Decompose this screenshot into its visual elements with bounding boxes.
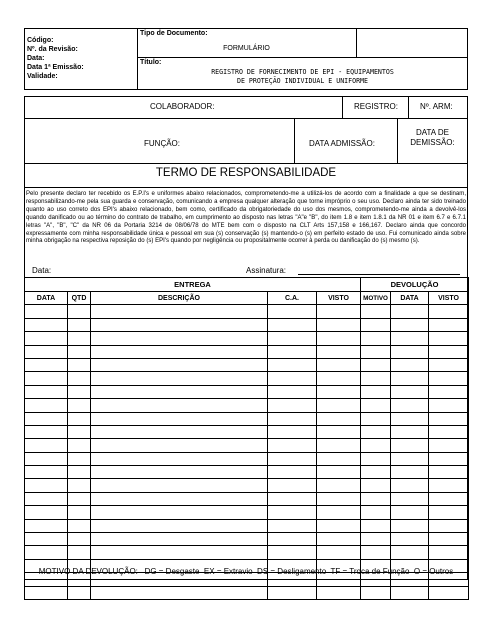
table-cell[interactable] [68, 479, 91, 492]
epi-table [24, 277, 469, 600]
table-cell[interactable] [25, 506, 68, 519]
table-cell[interactable] [68, 385, 91, 398]
table-cell[interactable] [391, 425, 429, 438]
table-cell[interactable] [91, 399, 268, 412]
table-cell[interactable] [317, 345, 361, 358]
table-cell[interactable] [429, 506, 469, 519]
titulo-label: Título: [140, 59, 162, 66]
table-cell[interactable] [25, 358, 68, 371]
table-cell[interactable] [429, 385, 469, 398]
col-header-ca: C.A. [268, 292, 317, 305]
data-demissao-label-2: DEMISSÃO: [410, 138, 455, 147]
row-divider [24, 187, 468, 188]
titulo-line-1: REGISTRO DE FORNECIMENTO DE EPI - EQUIPAMENTOS [211, 68, 394, 76]
col-divider [408, 96, 409, 118]
table-cell[interactable] [68, 439, 91, 452]
col-divider [294, 118, 295, 163]
table-row[interactable] [25, 506, 469, 519]
table-cell[interactable] [25, 452, 68, 465]
table-cell[interactable] [361, 439, 391, 452]
table-cell[interactable] [91, 439, 268, 452]
table-cell[interactable] [391, 372, 429, 385]
table-cell[interactable] [317, 305, 361, 318]
table-cell[interactable] [91, 506, 268, 519]
table-cell[interactable] [268, 533, 317, 546]
row-divider [24, 163, 468, 164]
table-cell[interactable] [317, 385, 361, 398]
table-cell[interactable] [391, 519, 429, 532]
table-cell[interactable] [25, 546, 68, 559]
signature-data-label: Data: [32, 266, 52, 275]
table-cell[interactable] [91, 546, 268, 559]
table-cell[interactable] [25, 399, 68, 412]
table-cell[interactable] [391, 506, 429, 519]
data-admissao-label: DATA ADMISSÃO: [309, 139, 375, 148]
table-cell[interactable] [429, 533, 469, 546]
column-header-row [25, 292, 469, 305]
table-cell[interactable] [91, 332, 268, 345]
table-cell[interactable] [68, 372, 91, 385]
table-cell[interactable] [91, 425, 268, 438]
table-cell[interactable] [429, 399, 469, 412]
table-cell[interactable] [391, 533, 429, 546]
table-cell[interactable] [317, 492, 361, 505]
revisao-label: Nº. da Revisão: [27, 46, 78, 53]
table-cell[interactable] [391, 345, 429, 358]
termo-title: TERMO DE RESPONSABILIDADE [155, 167, 337, 179]
table-cell[interactable] [91, 305, 268, 318]
table-row[interactable] [25, 372, 469, 385]
table-cell[interactable] [317, 452, 361, 465]
table-cell[interactable] [91, 586, 268, 599]
table-cell[interactable] [68, 399, 91, 412]
table-cell[interactable] [317, 412, 361, 425]
table-cell[interactable] [317, 332, 361, 345]
table-cell[interactable] [361, 492, 391, 505]
table-cell[interactable] [268, 345, 317, 358]
table-cell[interactable] [391, 412, 429, 425]
table-cell[interactable] [268, 479, 317, 492]
table-cell[interactable] [268, 492, 317, 505]
table-cell[interactable] [25, 439, 68, 452]
table-row[interactable] [25, 385, 469, 398]
col-divider [342, 96, 343, 118]
table-cell[interactable] [361, 332, 391, 345]
table-row[interactable] [25, 586, 469, 599]
data-demissao-label-1: DATA DE [415, 128, 450, 137]
table-cell[interactable] [25, 492, 68, 505]
table-cell[interactable] [68, 492, 91, 505]
table-cell[interactable] [68, 466, 91, 479]
table-cell[interactable] [268, 506, 317, 519]
validade-label: Validade: [27, 73, 58, 80]
table-cell[interactable] [68, 345, 91, 358]
table-cell[interactable] [429, 358, 469, 371]
table-cell[interactable] [361, 345, 391, 358]
table-cell[interactable] [25, 385, 68, 398]
col-header-motivo: MOTIVO [361, 292, 391, 305]
table-cell[interactable] [361, 586, 391, 599]
group-header-row [25, 278, 469, 292]
table-cell[interactable] [391, 492, 429, 505]
table-row[interactable] [25, 439, 469, 452]
table-cell[interactable] [317, 479, 361, 492]
table-cell[interactable] [268, 425, 317, 438]
table-cell[interactable] [25, 372, 68, 385]
table-cell[interactable] [268, 399, 317, 412]
table-cell[interactable] [68, 425, 91, 438]
table-cell[interactable] [91, 358, 268, 371]
table-cell[interactable] [317, 586, 361, 599]
table-cell[interactable] [361, 399, 391, 412]
table-cell[interactable] [68, 519, 91, 532]
table-cell[interactable] [429, 412, 469, 425]
table-cell[interactable] [361, 519, 391, 532]
table-row[interactable] [25, 425, 469, 438]
signature-line[interactable] [298, 274, 460, 275]
table-cell[interactable] [391, 479, 429, 492]
table-cell[interactable] [268, 305, 317, 318]
table-row[interactable] [25, 479, 469, 492]
table-cell[interactable] [91, 385, 268, 398]
table-cell[interactable] [25, 332, 68, 345]
table-cell[interactable] [268, 332, 317, 345]
table-cell[interactable] [268, 358, 317, 371]
table-cell[interactable] [361, 412, 391, 425]
table-cell[interactable] [429, 492, 469, 505]
table-cell[interactable] [91, 533, 268, 546]
header-divider-horizontal [137, 57, 468, 58]
entrega-header: ENTREGA [25, 278, 361, 292]
table-cell[interactable] [268, 466, 317, 479]
titulo-line-2: DE PROTEÇÃO INDIVIDUAL E UNIFORME [236, 77, 368, 85]
table-cell[interactable] [429, 546, 469, 559]
table-cell[interactable] [391, 466, 429, 479]
table-row[interactable] [25, 305, 469, 318]
table-cell[interactable] [68, 586, 91, 599]
table-cell[interactable] [317, 439, 361, 452]
table-cell[interactable] [391, 332, 429, 345]
table-cell[interactable] [429, 345, 469, 358]
table-row[interactable] [25, 358, 469, 371]
table-cell[interactable] [91, 345, 268, 358]
table-cell[interactable] [25, 586, 68, 599]
table-cell[interactable] [429, 425, 469, 438]
data-label: Data: [27, 55, 45, 62]
table-cell[interactable] [361, 425, 391, 438]
table-cell[interactable] [68, 332, 91, 345]
table-cell[interactable] [25, 533, 68, 546]
table-cell[interactable] [25, 466, 68, 479]
registro-label: REGISTRO: [354, 102, 399, 111]
table-row[interactable] [25, 318, 469, 331]
table-cell[interactable] [429, 466, 469, 479]
table-cell[interactable] [429, 479, 469, 492]
table-cell[interactable] [317, 425, 361, 438]
table-cell[interactable] [68, 533, 91, 546]
table-cell[interactable] [361, 305, 391, 318]
table-cell[interactable] [68, 318, 91, 331]
table-cell[interactable] [25, 318, 68, 331]
table-cell[interactable] [317, 358, 361, 371]
table-cell[interactable] [317, 519, 361, 532]
table-cell[interactable] [361, 533, 391, 546]
funcao-label: FUNÇÃO: [144, 139, 180, 148]
col-header-qtd: QTD [68, 292, 91, 305]
table-cell[interactable] [68, 546, 91, 559]
table-cell[interactable] [91, 372, 268, 385]
col-header-visto-devolucao: VISTO [429, 292, 469, 305]
table-cell[interactable] [429, 305, 469, 318]
table-cell[interactable] [68, 358, 91, 371]
header-divider-right [356, 28, 357, 57]
table-cell[interactable] [268, 586, 317, 599]
table-cell[interactable] [361, 506, 391, 519]
table-cell[interactable] [91, 318, 268, 331]
table-row[interactable] [25, 345, 469, 358]
table-cell[interactable] [429, 519, 469, 532]
table-cell[interactable] [391, 318, 429, 331]
table-cell[interactable] [361, 452, 391, 465]
table-cell[interactable] [317, 318, 361, 331]
table-cell[interactable] [429, 318, 469, 331]
table-cell[interactable] [268, 412, 317, 425]
table-cell[interactable] [268, 372, 317, 385]
tipo-documento-label: Tipo de Documento: [140, 30, 208, 37]
table-cell[interactable] [268, 385, 317, 398]
table-cell[interactable] [25, 479, 68, 492]
table-cell[interactable] [91, 452, 268, 465]
table-cell[interactable] [429, 372, 469, 385]
table-cell[interactable] [429, 452, 469, 465]
table-cell[interactable] [25, 305, 68, 318]
table-cell[interactable] [25, 519, 68, 532]
table-row[interactable] [25, 492, 469, 505]
table-row[interactable] [25, 332, 469, 345]
table-cell[interactable] [317, 506, 361, 519]
table-cell[interactable] [317, 533, 361, 546]
table-cell[interactable] [91, 479, 268, 492]
row-divider [24, 118, 468, 119]
table-cell[interactable] [391, 586, 429, 599]
table-cell[interactable] [25, 412, 68, 425]
table-row[interactable] [25, 399, 469, 412]
table-cell[interactable] [68, 452, 91, 465]
table-row[interactable] [25, 412, 469, 425]
table-cell[interactable] [429, 332, 469, 345]
termo-text: Pelo presente declaro ter recebido os E.P.I's e uniformes abaixo relacionados, comprometendo-me a utilizá-los de acordo com a finalidade a que se destinam, responsabilizando-me pela sua guarda e conservação, comunicando a empresa qualquer alteração que torne impróprio o seu uso. Declaro ainda ter sido treinado quanto ao uso correto dos EPI's abaixo relacionado, bem como, certificado da obrigatoriedade do uso dos mesmos, comprometendo-me ainda a devolvê-los quando danificado ou ao término do contrato de trabalho, em cumprimento ao disposto nas letras "A"e "B", do item 1.8 e item 1.8.1 da NR 01 e item 6.7 e 6.7.1 letras "A", "B", "C" da NR 06 da Portaria 3214 de 08/06/78 do MTE bem com o disposto na CLT Arts 157,158 e 166,167. Declaro ainda que concordo expressamente com minha responsabilidade única e pessoal em sua (s) conservação (s) mantendo-o (s) em perfeito estado de uso. Fui comunicado ainda sobre minha obrigação na respectiva reposição do (s) EPI's quando por negligência ou propositalmente ocorrer à perda ou danificação do (s) mesmo (s). [26, 191, 466, 245]
col-header-data-devolucao: DATA [391, 292, 429, 305]
col-header-visto: VISTO [317, 292, 361, 305]
table-row[interactable] [25, 519, 469, 532]
table-cell[interactable] [391, 452, 429, 465]
table-cell[interactable] [268, 519, 317, 532]
table-cell[interactable] [91, 492, 268, 505]
table-cell[interactable] [317, 466, 361, 479]
table-cell[interactable] [391, 399, 429, 412]
table-cell[interactable] [25, 345, 68, 358]
table-cell[interactable] [361, 385, 391, 398]
table-cell[interactable] [91, 519, 268, 532]
tipo-documento-value: FORMULÁRIO [223, 45, 270, 52]
codigo-label: Código: [27, 37, 54, 44]
table-row[interactable] [25, 533, 469, 546]
table-cell[interactable] [68, 305, 91, 318]
devolucao-header: DEVOLUÇÃO [361, 278, 469, 292]
table-cell[interactable] [68, 506, 91, 519]
table-cell[interactable] [361, 318, 391, 331]
table-cell[interactable] [391, 305, 429, 318]
table-cell[interactable] [391, 546, 429, 559]
table-cell[interactable] [391, 358, 429, 371]
table-row[interactable] [25, 452, 469, 465]
table-cell[interactable] [317, 372, 361, 385]
table-cell[interactable] [391, 385, 429, 398]
motivo-legend: MOTIVO DA DEVOLUÇÃO: DG = Desgaste EX = Extravio DS = Desligamento TF = Troca de Função O = Outros [38, 567, 454, 576]
table-cell[interactable] [91, 412, 268, 425]
col-header-descricao: DESCRIÇÃO [91, 292, 268, 305]
table-row[interactable] [25, 466, 469, 479]
table-cell[interactable] [317, 546, 361, 559]
table-cell[interactable] [361, 372, 391, 385]
table-cell[interactable] [317, 399, 361, 412]
table-row[interactable] [25, 546, 469, 559]
table-cell[interactable] [361, 479, 391, 492]
table-cell[interactable] [361, 358, 391, 371]
table-cell[interactable] [91, 466, 268, 479]
table-cell[interactable] [361, 466, 391, 479]
table-cell[interactable] [268, 439, 317, 452]
table-cell[interactable] [25, 425, 68, 438]
table-cell[interactable] [429, 439, 469, 452]
table-cell[interactable] [68, 412, 91, 425]
table-cell[interactable] [391, 439, 429, 452]
table-cell[interactable] [361, 546, 391, 559]
table-cell[interactable] [268, 452, 317, 465]
colaborador-label: COLABORADOR: [150, 102, 215, 111]
signature-assinatura-label: Assinatura: [246, 266, 287, 275]
emissao-label: Data 1ª Emissão: [27, 64, 84, 71]
num-arm-label: Nº. ARM: [420, 102, 453, 111]
table-cell[interactable] [429, 586, 469, 599]
table-cell[interactable] [268, 546, 317, 559]
table-cell[interactable] [268, 318, 317, 331]
col-header-data: DATA [25, 292, 68, 305]
